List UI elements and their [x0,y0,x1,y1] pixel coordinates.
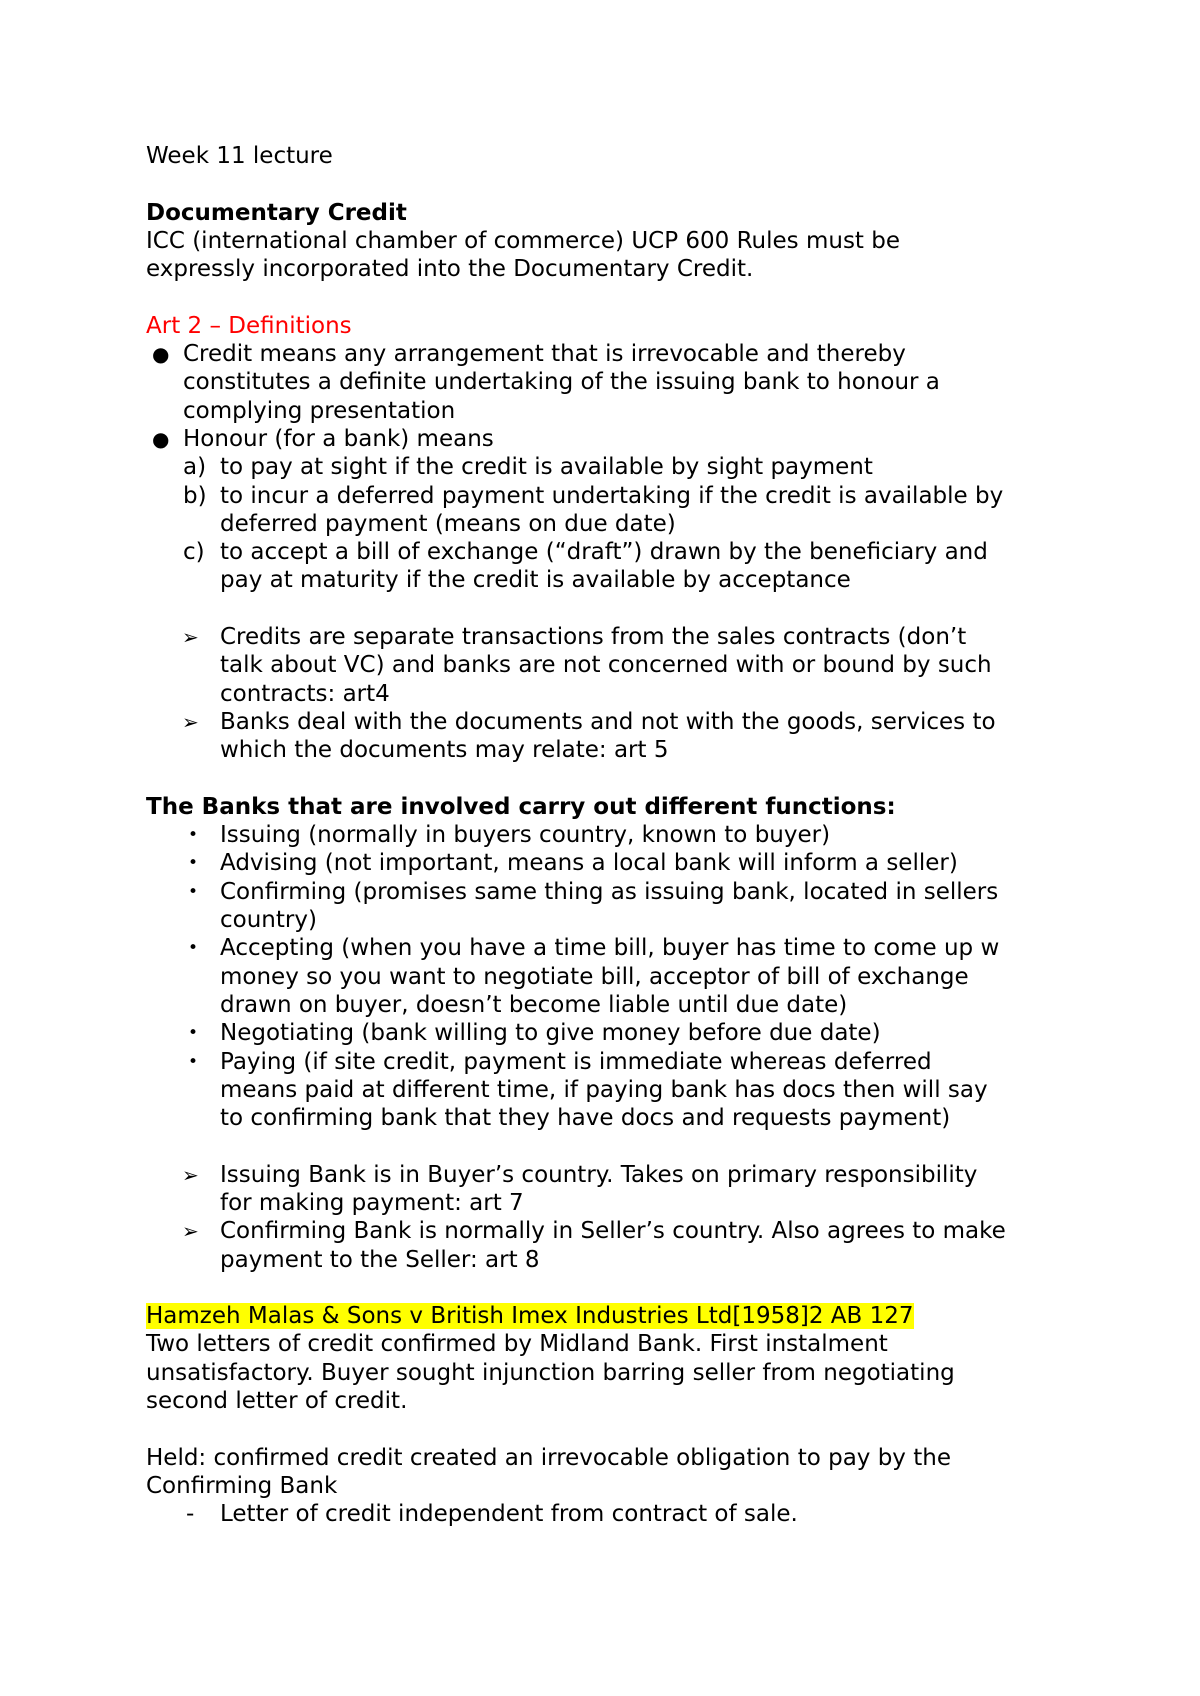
intro-paragraph [146,227,1100,284]
bullet-icon: ● [152,426,170,451]
item-line: Letter of credit independent from contract of sale. [220,1501,798,1528]
arrow-bullet-icon: ➢ [182,709,199,734]
item-line: contracts: art4 [220,680,390,707]
bullet-icon: ● [152,342,170,367]
item-line: Issuing Bank is in Buyer’s country. Takes on primary responsibility [220,1161,978,1188]
definitions-list [146,340,1100,453]
list-item [146,821,1100,849]
item-line: Credit means any arrangement that is irrevocable and thereby [183,341,906,368]
dash-bullet-icon: - [186,1501,195,1528]
item-line: deferred payment (means on due date) [220,510,676,537]
list-item [146,340,1100,425]
item-line: Credits are separate transactions from the sales contracts (don’t [220,624,967,651]
case-facts-line: Two letters of credit confirmed by Midland Bank. First instalment [146,1331,888,1358]
case-facts-line: unsatisfactory. Buyer sought injunction barring seller from negotiating [146,1359,955,1386]
list-item [146,623,1100,708]
item-line: Advising (not important, means a local bank will inform a seller) [220,850,958,877]
item-line: Negotiating (bank willing to give money before due date) [220,1020,881,1047]
item-line: means paid at different time, if paying bank has docs then will say [220,1076,988,1103]
arrow-bullet-icon: ➢ [182,1219,199,1244]
arrow-points-list [146,1161,1100,1274]
intro-line: expressly incorporated into the Documentary Credit. [146,256,754,283]
item-line: for making payment: art 7 [220,1189,524,1216]
list-marker: c) [183,539,205,566]
honour-list [146,453,1100,594]
item-line: talk about VC) and banks are not concerned with or bound by such [220,652,992,679]
bullet-icon: • [188,1023,199,1044]
item-line: to confirming bank that they have docs and requests payment) [220,1105,951,1132]
spacer [146,283,1100,311]
bank-functions-list [146,821,1100,1132]
spacer [146,1132,1100,1160]
spacer [146,1274,1100,1302]
heading-bank-functions: The Banks that are involved carry out different functions: [146,793,896,820]
item-line: payment to the Seller: art 8 [220,1246,540,1273]
list-item [146,1217,1100,1274]
item-line: complying presentation [183,397,456,424]
item-line: constitutes a definite undertaking of the issuing bank to honour a [183,369,940,396]
intro-line: ICC (international chamber of commerce) UCP 600 Rules must be [146,227,901,254]
item-line: to incur a deferred payment undertaking if the credit is available by [220,482,1004,509]
list-item [146,849,1100,877]
item-line: to accept a bill of exchange (“draft”) drawn by the beneficiary and [220,539,988,566]
list-item [146,708,1100,765]
item-line: Confirming Bank is normally in Seller’s country. Also agrees to make [220,1218,1006,1245]
item-line: money so you want to negotiate bill, acceptor of bill of exchange [220,963,969,990]
arrow-bullet-icon: ➢ [182,625,199,650]
bullet-icon: • [188,853,199,874]
item-line: Banks deal with the documents and not with the goods, services to [220,708,996,735]
case-facts-line: second letter of credit. [146,1388,408,1415]
item-line: drawn on buyer, doesn’t become liable until due date) [220,991,848,1018]
list-item [146,453,1100,481]
held-line: Held: confirmed credit created an irrevocable obligation to pay by the [146,1444,951,1471]
held-line: Confirming Bank [146,1472,338,1499]
bullet-icon: • [188,825,199,846]
heading-documentary-credit: Documentary Credit [146,199,407,226]
heading-art2-definitions: Art 2 – Definitions [146,312,352,339]
bullet-icon: • [188,881,199,902]
arrow-bullet-icon: ➢ [182,1162,199,1187]
item-line: Honour (for a bank) means [183,425,494,452]
list-item [146,1048,1100,1133]
arrow-points-list [146,623,1100,764]
list-item [146,482,1100,539]
item-line: Issuing (normally in buyers country, known to buyer) [220,822,831,849]
list-marker: b) [183,482,207,509]
item-line: Confirming (promises same thing as issuing bank, located in sellers [220,878,999,905]
week-title: Week 11 lecture [146,143,333,169]
list-item [146,1500,1100,1528]
item-line: pay at maturity if the credit is available by acceptance [220,567,851,594]
spacer [146,595,1100,623]
item-line: Paying (if site credit, payment is immediate whereas deferred [220,1048,932,1075]
spacer [146,765,1100,793]
held-paragraph [146,1444,1100,1501]
list-item [146,1161,1100,1218]
case-facts [146,1330,1100,1415]
list-item [146,878,1100,935]
held-points-list [146,1500,1100,1528]
item-line: Accepting (when you have a time bill, buyer has time to come up w [220,935,1000,962]
list-item [146,1019,1100,1047]
list-marker: a) [183,454,207,481]
bullet-icon: • [188,938,199,959]
spacer [146,1415,1100,1443]
list-item [146,934,1100,1019]
spacer [146,170,1100,198]
item-line: country) [220,907,317,934]
case-title: Hamzeh Malas & Sons v British Imex Industries Ltd[1958]2 AB 127 [146,1303,914,1330]
item-line: to pay at sight if the credit is available by sight payment [220,454,873,481]
bullet-icon: • [188,1051,199,1072]
item-line: which the documents may relate: art 5 [220,737,669,764]
case-title-line [146,1302,1100,1330]
list-item [146,425,1100,453]
list-item [146,538,1100,595]
